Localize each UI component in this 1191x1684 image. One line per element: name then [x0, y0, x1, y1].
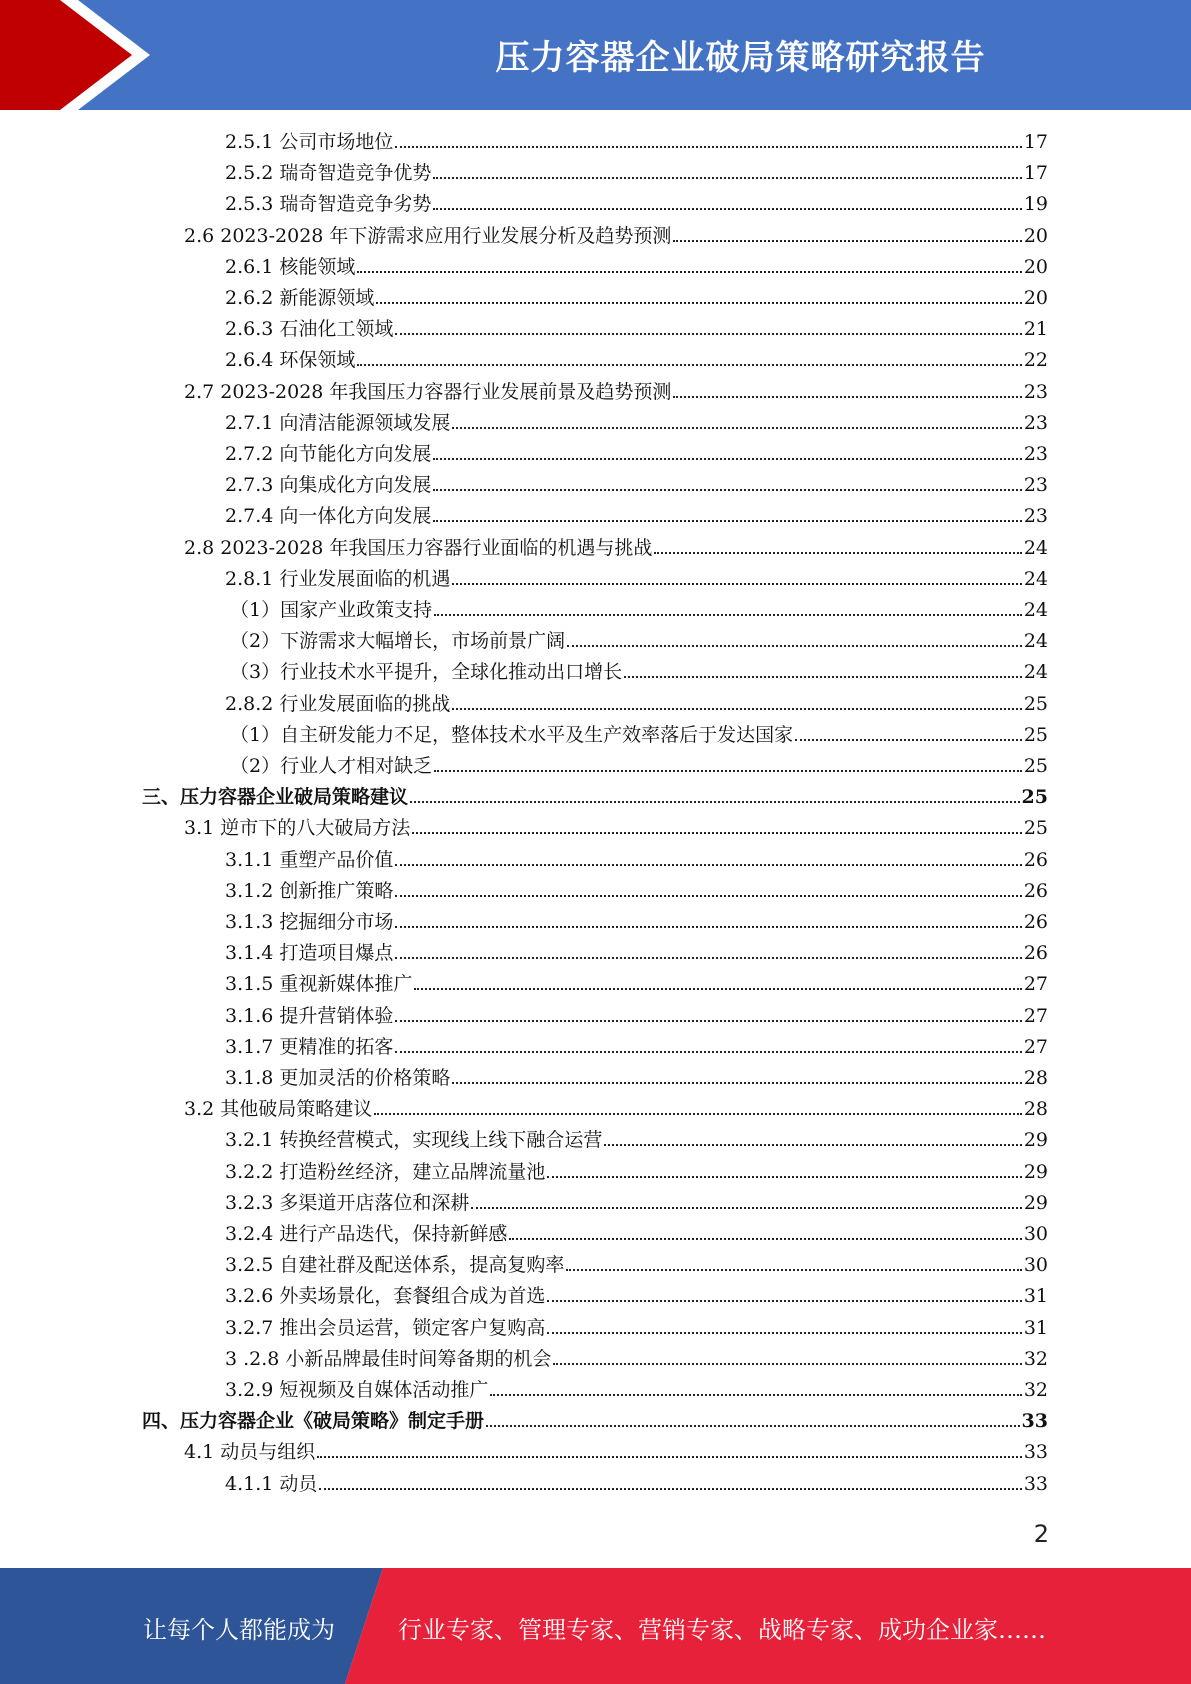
- toc-entry[interactable]: [225, 564, 1048, 595]
- toc-entry-page: 23: [1023, 411, 1048, 434]
- toc-dot-leader: [395, 957, 1021, 959]
- toc-entry-label: 2.5.1 公司市场地位: [225, 131, 394, 153]
- toc-entry-label: 2.7.2 向节能化方向发展: [225, 443, 432, 465]
- toc-dot-leader: [509, 1238, 1021, 1240]
- toc-entry-label: 2.5.2 瑞奇智造竞争优势: [225, 162, 432, 185]
- toc-entry-page: 29: [1023, 1129, 1048, 1152]
- toc-entry-label: 2.7.1 向清洁能源领域发展: [225, 411, 451, 434]
- toc-entry-label: 2.8 2023-2028 年我国压力容器行业面临的机遇与挑战: [184, 536, 653, 559]
- toc-entry-label: 2.6.4 环保领域: [225, 349, 356, 372]
- toc-entry[interactable]: [225, 189, 1048, 220]
- toc-dot-leader: [553, 1363, 1021, 1365]
- toc-dot-leader: [452, 583, 1021, 585]
- toc-entry[interactable]: [225, 314, 1048, 345]
- toc-entry-page: 19: [1023, 193, 1048, 216]
- toc-entry-label: 3.2.1 转换经营模式，实现线上线下融合运营: [225, 1129, 603, 1152]
- toc-entry[interactable]: [184, 813, 1048, 844]
- toc-entry-page: 25: [1023, 723, 1048, 746]
- page-number: 2: [1033, 1520, 1049, 1548]
- toc-entry-page: 25: [1021, 786, 1048, 809]
- toc-entry-label: （3）行业技术水平提升，全球化推动出口增长: [230, 661, 623, 684]
- toc-entry[interactable]: [225, 1375, 1048, 1406]
- footer-slogan-right: 行业专家、管理专家、营销专家、战略专家、成功企业家……: [398, 1616, 1046, 1644]
- toc-entry-page: 33: [1023, 1441, 1048, 1464]
- toc-entry-page: 32: [1023, 1379, 1048, 1401]
- toc-entry[interactable]: [230, 720, 1048, 751]
- toc-entry[interactable]: [225, 1219, 1048, 1250]
- toc-dot-leader: [567, 645, 1022, 647]
- toc-entry-label: 3 .2.8 小新品牌最佳时间筹备期的机会: [225, 1347, 552, 1370]
- toc-entry[interactable]: [225, 1313, 1048, 1344]
- toc-entry-page: 24: [1023, 661, 1048, 684]
- toc-entry[interactable]: [225, 938, 1048, 969]
- toc-entry-label: 四、压力容器企业《破局策略》制定手册: [142, 1410, 485, 1433]
- toc-entry-page: 28: [1023, 1067, 1048, 1089]
- toc-entry-label: 3.2.7 推出会员运营，锁定客户复购高: [225, 1316, 546, 1339]
- toc-entry-page: 22: [1023, 349, 1048, 372]
- toc-dot-leader: [357, 364, 1021, 366]
- toc-dot-leader: [357, 271, 1021, 273]
- footer-slogan-left: 让每个人都能成为: [143, 1616, 335, 1644]
- toc-dot-leader: [433, 177, 1021, 179]
- toc-entry-page: 26: [1023, 879, 1048, 902]
- toc-entry-label: 2.6.1 核能领域: [225, 255, 356, 278]
- toc-dot-leader: [673, 396, 1021, 398]
- toc-entry[interactable]: [230, 595, 1048, 626]
- toc-dot-leader: [547, 1176, 1021, 1178]
- toc-dot-leader: [624, 676, 1022, 678]
- toc-entry-label: 3.1.1 重塑产品价值: [225, 848, 394, 871]
- toc-entry-page: 25: [1023, 817, 1048, 840]
- toc-dot-leader: [395, 1051, 1021, 1053]
- toc-entry-label: 2.6.2 新能源领域: [225, 287, 375, 309]
- toc-entry[interactable]: [225, 1032, 1048, 1063]
- header-chevron-icon: [0, 0, 300, 110]
- toc-dot-leader: [490, 1394, 1021, 1396]
- toc-entry[interactable]: [225, 1001, 1048, 1032]
- toc-dot-leader: [395, 895, 1021, 897]
- toc-entry-page: 20: [1023, 287, 1048, 309]
- toc-entry-label: 2.7.4 向一体化方向发展: [225, 505, 432, 528]
- toc-entry[interactable]: [184, 1437, 1048, 1468]
- toc-entry-label: 2.5.3 瑞奇智造竞争劣势: [225, 193, 432, 216]
- toc-entry-label: 3.2.6 外卖场景化，套餐组合成为首选: [225, 1285, 546, 1308]
- toc-entry-label: 4.1.1 动员: [225, 1472, 318, 1495]
- toc-entry-label: 3.1.4 打造项目爆点: [225, 942, 394, 965]
- toc-entry[interactable]: [225, 127, 1048, 158]
- toc-dot-leader: [395, 926, 1021, 928]
- toc-entry[interactable]: [225, 439, 1048, 470]
- toc-entry[interactable]: [225, 1250, 1048, 1281]
- toc-entry-page: 30: [1023, 1223, 1048, 1245]
- toc-entry-label: 3.2.4 进行产品迭代，保持新鲜感: [225, 1223, 508, 1245]
- toc-entry[interactable]: [225, 158, 1048, 189]
- toc-entry[interactable]: [225, 1281, 1048, 1312]
- toc-dot-leader: [452, 1082, 1021, 1084]
- toc-dot-leader: [410, 801, 1020, 803]
- toc-entry[interactable]: [225, 470, 1048, 501]
- report-title: 压力容器企业破局策略研究报告: [495, 38, 986, 78]
- toc-entry[interactable]: [225, 501, 1048, 532]
- toc-entry-label: 3.1.7 更精准的拓客: [225, 1035, 394, 1058]
- toc-entry-label: 3.1.6 提升营销体验: [225, 1004, 394, 1027]
- toc-entry-page: 24: [1023, 630, 1048, 653]
- toc-dot-leader: [795, 739, 1022, 741]
- toc-dot-leader: [319, 1488, 1021, 1490]
- toc-entry[interactable]: [225, 1157, 1048, 1188]
- toc-entry-page: 30: [1023, 1254, 1048, 1277]
- toc-entry[interactable]: [225, 1125, 1048, 1156]
- toc-entry-label: 3.1.3 挖掘细分市场: [225, 911, 394, 933]
- toc-entry-page: 24: [1023, 536, 1048, 559]
- toc-entry-label: 3.2.2 打造粉丝经济，建立品牌流量池: [225, 1160, 546, 1183]
- toc-dot-leader: [452, 427, 1021, 429]
- toc-dot-leader: [452, 708, 1021, 710]
- toc-entry-page: 20: [1023, 255, 1048, 278]
- toc-entry-label: 2.8.1 行业发展面临的机遇: [225, 567, 451, 590]
- toc-entry-label: （2）下游需求大幅增长，市场前景广阔: [230, 630, 566, 653]
- toc-entry-page: 32: [1023, 1347, 1048, 1370]
- toc-entry-label: 3.1.8 更加灵活的价格策略: [225, 1067, 451, 1089]
- toc-dot-leader: [433, 520, 1021, 522]
- toc-entry-page: 33: [1021, 1410, 1048, 1433]
- toc-dot-leader: [433, 458, 1021, 460]
- toc-entry-page: 26: [1023, 848, 1048, 871]
- toc-entry-page: 25: [1023, 692, 1048, 715]
- toc-entry-label: 3.2 其他破局策略建议: [184, 1098, 373, 1121]
- toc-entry-page: 28: [1023, 1098, 1048, 1121]
- toc-entry[interactable]: [184, 533, 1048, 564]
- toc-entry-page: 24: [1023, 599, 1048, 621]
- toc-entry-label: 2.8.2 行业发展面临的挑战: [225, 692, 451, 715]
- toc-entry-page: 17: [1023, 162, 1048, 185]
- toc-dot-leader: [395, 864, 1021, 866]
- toc-entry-label: 4.1 动员与组织: [184, 1441, 316, 1464]
- toc-entry[interactable]: [225, 283, 1048, 314]
- toc-entry-label: 2.7 2023-2028 年我国压力容器行业发展前景及趋势预测: [184, 380, 672, 403]
- toc-dot-leader: [433, 489, 1021, 491]
- toc-entry-label: 三、压力容器企业破局策略建议: [142, 786, 409, 809]
- toc-entry[interactable]: [225, 1469, 1048, 1500]
- toc-entry-page: 26: [1023, 942, 1048, 965]
- toc-entry-page: 21: [1023, 318, 1048, 341]
- toc-entry[interactable]: [225, 252, 1048, 283]
- toc-entry-label: 2.6 2023-2028 年下游需求应用行业发展分析及趋势预测: [184, 224, 672, 247]
- toc-dot-leader: [547, 1300, 1021, 1302]
- toc-entry-label: 3.2.5 自建社群及配送体系，提高复购率: [225, 1254, 565, 1277]
- toc-entry-page: 31: [1023, 1316, 1048, 1339]
- toc-entry[interactable]: [230, 626, 1048, 657]
- toc-entry-label: （1）自主研发能力不足，整体技术水平及生产效率落后于发达国家: [230, 723, 794, 746]
- toc-entry[interactable]: [225, 1344, 1048, 1375]
- toc-dot-leader: [486, 1425, 1020, 1427]
- toc-entry-page: 23: [1023, 474, 1048, 497]
- toc-entry-page: 23: [1023, 380, 1048, 403]
- toc-entry[interactable]: [225, 408, 1048, 439]
- toc-entry[interactable]: [225, 1188, 1048, 1219]
- toc-dot-leader: [412, 832, 1022, 834]
- header-banner: [0, 0, 1191, 110]
- toc-dot-leader: [395, 146, 1021, 148]
- toc-dot-leader: [414, 988, 1021, 990]
- toc-entry-page: 29: [1023, 1160, 1048, 1183]
- toc-dot-leader: [376, 302, 1021, 304]
- toc-dot-leader: [547, 1332, 1021, 1334]
- toc-dot-leader: [433, 208, 1021, 210]
- toc-entry-label: 3.2.9 短视频及自媒体活动推广: [225, 1379, 489, 1401]
- toc-entry[interactable]: [184, 377, 1048, 408]
- toc-entry-page: 33: [1023, 1472, 1048, 1495]
- toc-entry-page: 31: [1023, 1285, 1048, 1308]
- toc-entry-page: 23: [1023, 505, 1048, 528]
- toc-entry-page: 17: [1023, 131, 1048, 153]
- toc-entry[interactable]: [225, 876, 1048, 907]
- toc-entry-label: 3.1.5 重视新媒体推广: [225, 973, 413, 996]
- toc-entry-label: 3.1.2 创新推广策略: [225, 879, 394, 902]
- toc-entry-page: 23: [1023, 443, 1048, 465]
- footer-banner: [0, 1568, 1191, 1684]
- toc-entry[interactable]: [225, 845, 1048, 876]
- toc-dot-leader: [471, 1207, 1021, 1209]
- toc-entry-page: 24: [1023, 567, 1048, 590]
- toc-entry-page: 20: [1023, 224, 1048, 247]
- toc-entry-label: 2.7.3 向集成化方向发展: [225, 474, 432, 497]
- toc-entry-label: （1）国家产业政策支持: [230, 599, 433, 621]
- toc-entry-page: 25: [1023, 755, 1048, 777]
- toc-entry[interactable]: [142, 1406, 1048, 1437]
- toc-entry[interactable]: [225, 689, 1048, 720]
- toc-entry[interactable]: [230, 657, 1048, 688]
- toc-entry[interactable]: [142, 782, 1048, 813]
- toc-dot-leader: [673, 240, 1021, 242]
- toc-entry[interactable]: [184, 1094, 1048, 1125]
- toc-entry-label: 2.6.3 石油化工领域: [225, 318, 394, 341]
- toc-entry[interactable]: [230, 751, 1048, 782]
- toc-entry-page: 29: [1023, 1191, 1048, 1214]
- toc-dot-leader: [317, 1456, 1022, 1458]
- toc-entry-label: 3.1 逆市下的八大破局方法: [184, 817, 411, 840]
- toc-entry-label: （2）行业人才相对缺乏: [230, 755, 433, 777]
- toc-dot-leader: [434, 614, 1022, 616]
- toc-entry[interactable]: [225, 1063, 1048, 1094]
- toc-dot-leader: [395, 333, 1021, 335]
- toc-entry-page: 27: [1023, 1035, 1048, 1058]
- toc-entry-label: 3.2.3 多渠道开店落位和深耕: [225, 1191, 470, 1214]
- toc-entry[interactable]: [225, 907, 1048, 938]
- toc-entry[interactable]: [225, 969, 1048, 1000]
- toc-dot-leader: [434, 770, 1022, 772]
- toc-dot-leader: [604, 1144, 1021, 1146]
- toc-dot-leader: [374, 1113, 1022, 1115]
- toc-entry-page: 26: [1023, 911, 1048, 933]
- toc-entry[interactable]: [225, 345, 1048, 376]
- toc-dot-leader: [654, 552, 1021, 554]
- toc-entry-page: 27: [1023, 1004, 1048, 1027]
- toc-entry[interactable]: [184, 221, 1048, 252]
- toc-entry-page: 27: [1023, 973, 1048, 996]
- toc-dot-leader: [395, 1020, 1021, 1022]
- toc-dot-leader: [566, 1269, 1021, 1271]
